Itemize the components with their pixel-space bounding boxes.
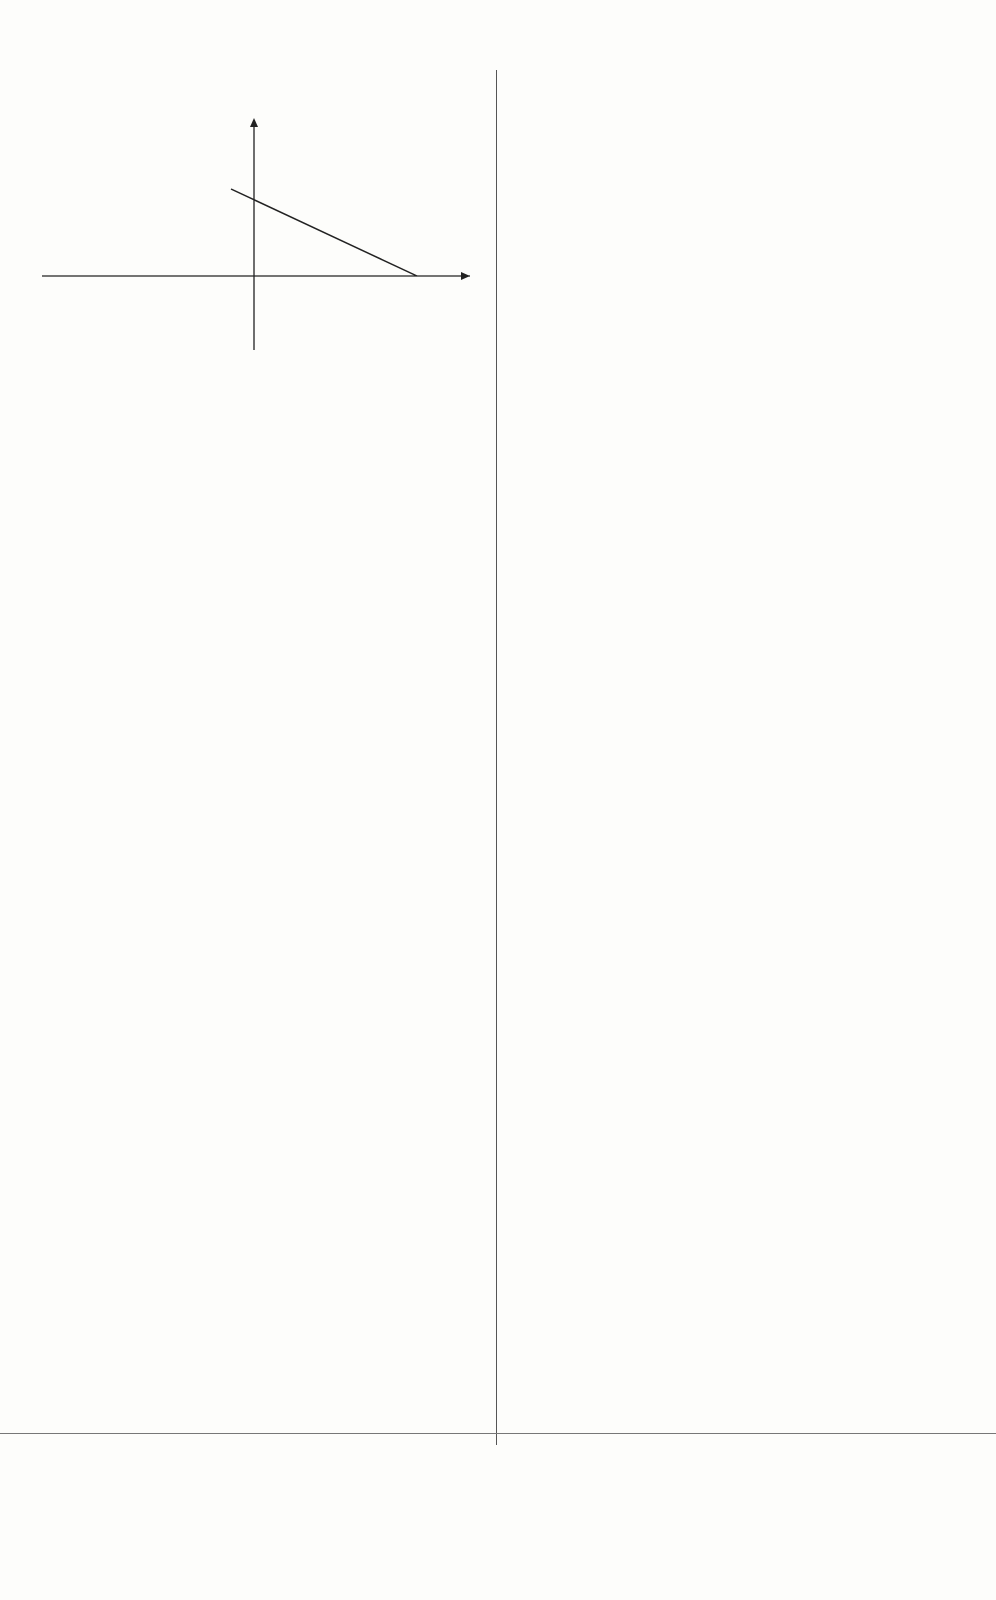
unit-heading [32, 84, 487, 110]
line-graph [42, 116, 472, 352]
graph-figure [42, 116, 487, 356]
function-line [231, 189, 417, 276]
column-divider [496, 70, 497, 1445]
x-axis-arrow-icon [461, 272, 470, 280]
y-axis-arrow-icon [250, 118, 258, 127]
right-column [510, 74, 980, 76]
left-column [32, 74, 487, 360]
bottom-rule [0, 1433, 996, 1434]
